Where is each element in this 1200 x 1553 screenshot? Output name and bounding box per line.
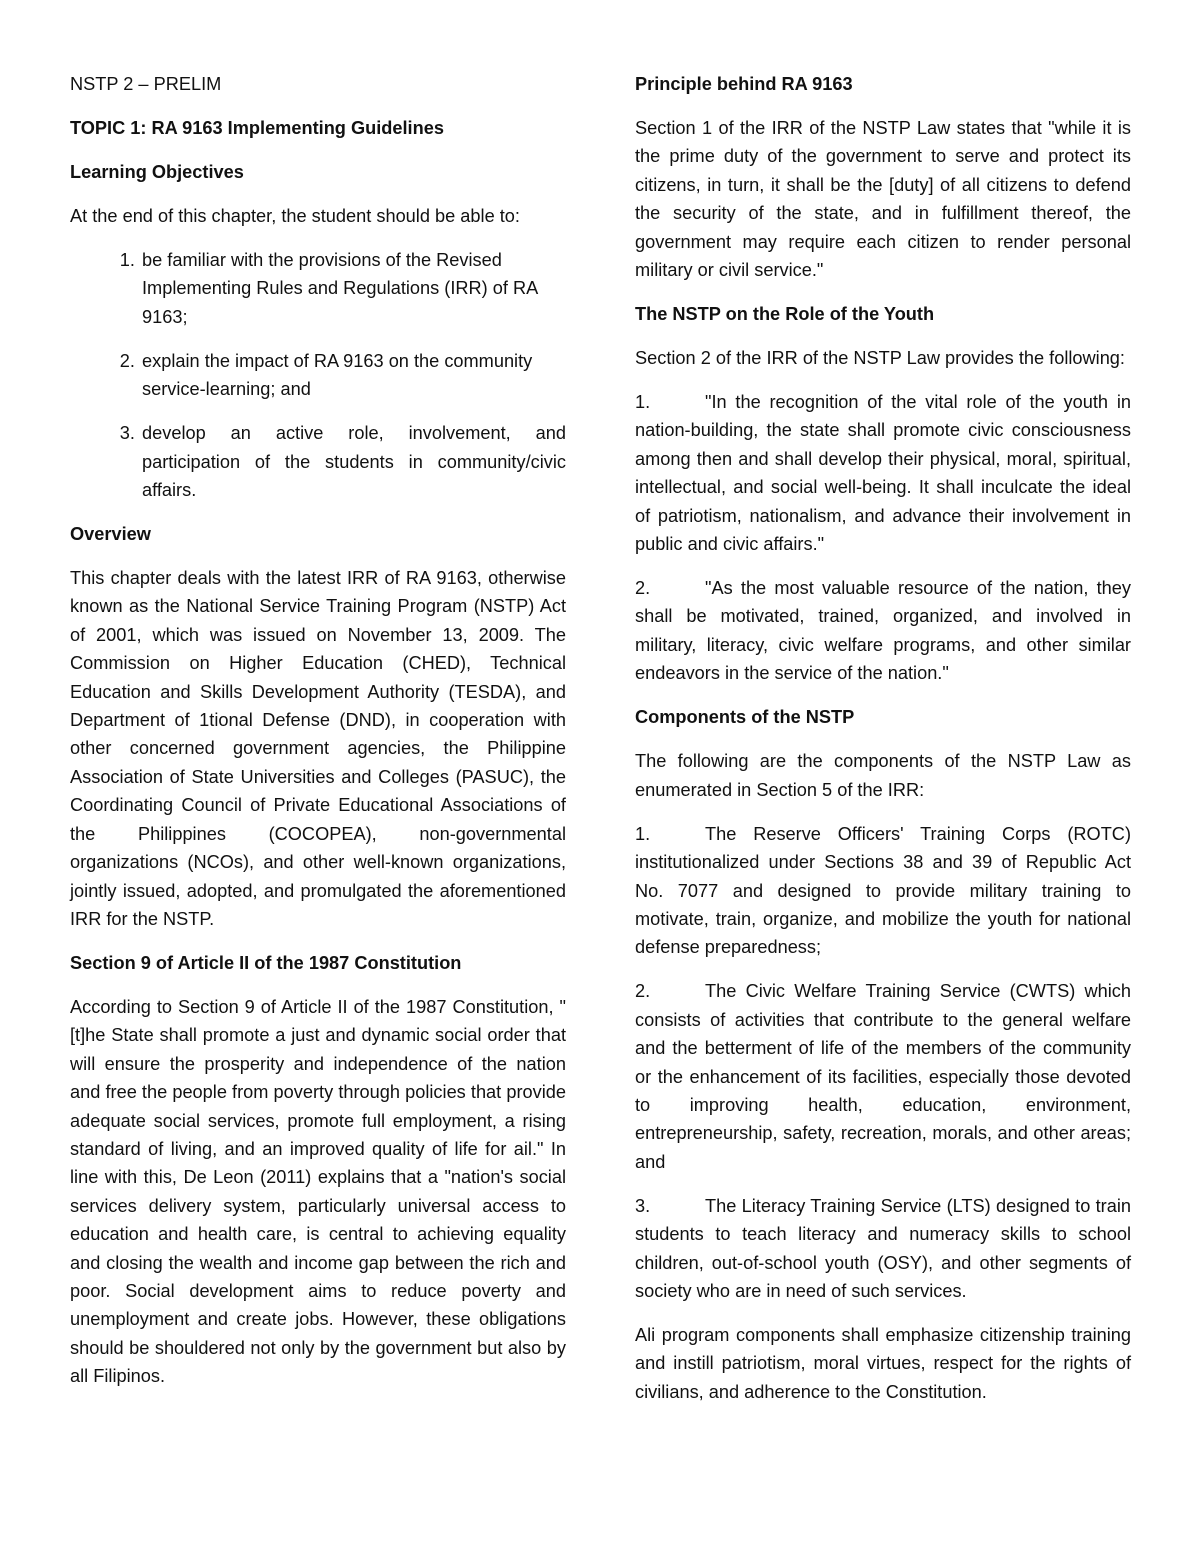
overview-heading: Overview — [70, 524, 151, 545]
youth-item — [635, 388, 1131, 558]
closing-text: Ali program components shall emphasize citizenship training and instill patriotism, moral virtues, respect for the rights of civilians, and adherence to the Constitution. — [635, 1324, 1131, 1402]
youth-item — [635, 574, 1131, 688]
objective-item: 1. be familiar with the provisions of the Revised Implementing Rules and Regulations (IRR) of RA 9163; — [140, 246, 566, 331]
section9-text: According to Section 9 of Article II of the 1987 Constitution, "[t]he State shall promote a just and dynamic social order that will ensure the prosperity and independence of the nation and free the people from poverty through policies that provide adequate social services, promote full employment, a rising standard of living, and an improved quality of life for ail." In line with this, De Leon (2011) explains that a "nation's social services delivery system, particularly universal access to education and health care, is central to achieving equality and closing the wealth and income gap between the rich and poor. Social development aims to reduce poverty and unemployment and create jobs. However, these obligations should be shouldered not only by the government but also by all Filipinos. — [70, 996, 566, 1387]
objectives-heading: Learning Objectives — [70, 162, 244, 182]
item-text: "As the most valuable resource of the nation, they shall be motivated, trained, organized, and involved in military, literacy, civic welfare programs, and other similar endeavors in the service of the nation." — [635, 578, 1131, 684]
objectives-intro: At the end of this chapter, the student should be able to: — [70, 206, 520, 226]
section9-heading: Section 9 of Article II of the 1987 Constitution — [70, 952, 462, 973]
right-column — [635, 70, 1131, 1422]
components-heading: Components of the NSTP — [635, 707, 855, 728]
component-item — [635, 1192, 1131, 1306]
item-number: 2. — [635, 981, 651, 1002]
objective-item: 3. develop an active role, involvement, and participation of the students in community/civic affairs. — [140, 419, 566, 504]
topic-title: TOPIC 1: RA 9163 Implementing Guidelines — [70, 118, 444, 138]
component-item — [635, 820, 1131, 962]
objective-item: 2. explain the impact of RA 9163 on the community service-learning; and — [140, 347, 566, 404]
item-number: 3. — [635, 1195, 651, 1216]
item-number: 1. — [635, 392, 651, 413]
component-item — [635, 977, 1131, 1176]
principle-text: Section 1 of the IRR of the NSTP Law states that "while it is the prime duty of the government to serve and protect its citizens, in turn, it shall be the [duty] of all citizens to defend the security of the state, and in fulfillment thereof, the government may require each citizen to render personal military or civil service." — [635, 118, 1131, 281]
left-column — [70, 70, 566, 1406]
item-text: The Literacy Training Service (LTS) designed to train students to teach literacy and numeracy skills to school children, out-of-school youth (OSY), and other segments of society who are in need of such services. — [635, 1195, 1131, 1301]
item-number: 2. — [635, 578, 651, 599]
item-text: The Civic Welfare Training Service (CWTS) which consists of activities that contribute to the general welfare and the betterment of life of the members of the community or the enhancement of its facilities, especially those devoted to improving health, education, environment, entrepreneurship, safety, recreation, morals, and other areas; and — [635, 981, 1131, 1172]
components-intro: The following are the components of the NSTP Law as enumerated in Section 5 of the IRR: — [635, 751, 1131, 800]
course-label: NSTP 2 – PRELIM — [70, 74, 222, 94]
principle-heading: Principle behind RA 9163 — [635, 74, 853, 94]
item-number: 1. — [635, 823, 651, 844]
youth-intro: Section 2 of the IRR of the NSTP Law provides the following: — [635, 348, 1125, 369]
overview-text: This chapter deals with the latest IRR of RA 9163, otherwise known as the National Service Training Program (NSTP) Act of 2001, which was issued on November 13, 2009. The Commission on Higher Education (CHED), Technical Education and Skills Development Authority (TESDA), and Department of 1tional Defense (DND), in cooperation with other concerned government agencies, the Philippine Association of State Universities and Colleges (PASUC), the Coordinating Council of Private Educational Associations of the Philippines (COCOPEA), non-governmental organizations (NCOs), and other well-known organizations, jointly issued, adopted, and promulgated the aforementioned IRR for the NSTP. — [70, 568, 566, 929]
item-text: The Reserve Officers' Training Corps (ROTC) institutionalized under Sections 38 and 39 of Republic Act No. 7077 and designed to provide military training to motivate, train, organize, and mobilize the youth for national defense preparedness; — [635, 823, 1131, 958]
objectives-list — [70, 246, 566, 504]
item-text: "In the recognition of the vital role of the youth in nation-building, the state shall promote civic consciousness among then and shall develop their physical, moral, spiritual, intellectual, and social well-being. It shall inculcate the ideal of patriotism, nationalism, and advance their involvement in public and civic affairs." — [635, 392, 1131, 555]
youth-heading: The NSTP on the Role of the Youth — [635, 304, 935, 325]
